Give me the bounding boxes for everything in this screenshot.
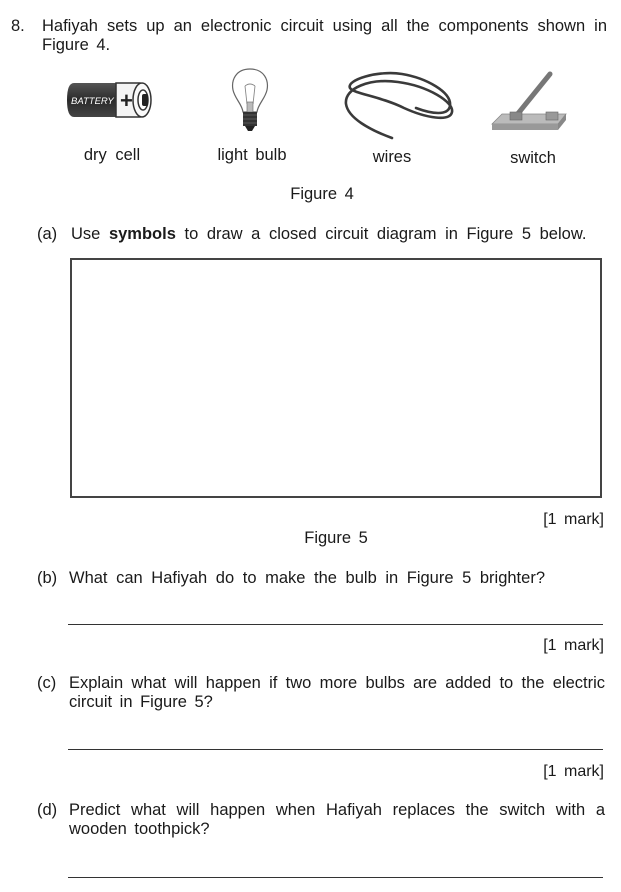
figure-5-drawing-area[interactable] [70, 258, 602, 498]
part-a-question [71, 225, 611, 244]
switch-icon [490, 68, 570, 138]
part-d-answer-line[interactable] [68, 877, 603, 878]
part-c-mark: [1 mark] [543, 763, 604, 780]
figure-5-caption: Figure 5 [304, 529, 368, 547]
part-a-label: (a) [37, 225, 58, 243]
part-b-mark: [1 mark] [543, 637, 604, 654]
part-a-text-after: to draw a closed circuit diagram in Figure 5 below. [184, 225, 587, 243]
part-b-question: What can Hafiyah do to make the bulb in Figure 5 brighter? [69, 569, 545, 587]
part-b-answer-line[interactable] [68, 624, 603, 625]
figure-4-caption: Figure 4 [290, 185, 354, 203]
light-bulb-icon [228, 66, 272, 134]
label-light-bulb: light bulb [217, 146, 287, 164]
part-c-answer-line[interactable] [68, 749, 603, 750]
part-c-label: (c) [37, 674, 57, 692]
part-c-question: Explain what will happen if two more bulbs are added to the electric circuit in Figure 5? [69, 674, 605, 711]
wires-icon [340, 68, 458, 143]
part-d-label: (d) [37, 801, 58, 819]
part-b-label: (b) [37, 569, 58, 587]
label-wires: wires [372, 148, 412, 166]
part-a-mark: [1 mark] [543, 511, 604, 528]
part-a-text-bold: symbols [108, 225, 176, 243]
question-text: Hafiyah sets up an electronic circuit using all the components shown in Figure 4. [42, 17, 607, 54]
battery-icon [66, 80, 154, 120]
battery-label: BATTERY [71, 96, 114, 107]
label-dry-cell: dry cell [83, 146, 141, 164]
part-a-text-before: Use [71, 225, 101, 243]
battery-plus-sign: + [120, 88, 133, 113]
label-switch: switch [510, 149, 556, 167]
part-d-question: Predict what will happen when Hafiyah replaces the switch with a wooden toothpick? [69, 801, 605, 838]
question-number: 8. [11, 17, 25, 35]
